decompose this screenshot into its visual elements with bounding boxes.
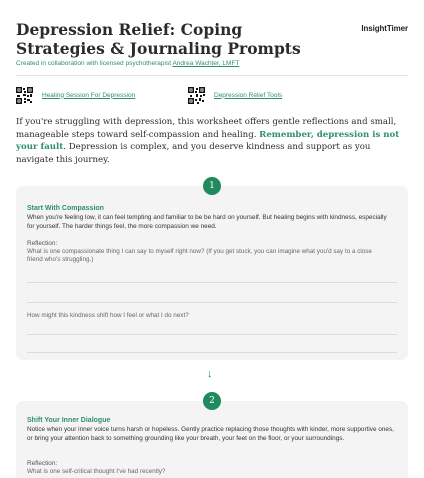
intro-text-end: . Depression is complex, and you deserve kindness and support as you navigate this journey. xyxy=(16,142,371,165)
reflection-question: How might this kindness shift how I feel or what I do next? xyxy=(27,312,189,319)
intro-paragraph xyxy=(16,116,408,166)
reflection-label: Reflection: xyxy=(27,460,58,467)
step-title: Shift Your Inner Dialogue xyxy=(27,417,111,424)
resource-link-relief-tools[interactable] xyxy=(188,86,282,104)
answer-line[interactable] xyxy=(27,282,397,283)
resource-links xyxy=(16,86,408,104)
down-arrow-icon: ↓ xyxy=(207,368,213,380)
author-link[interactable]: Andrea Wachter, LMFT xyxy=(172,60,240,67)
reflection-label: Reflection: xyxy=(27,240,58,247)
answer-line[interactable] xyxy=(27,302,397,303)
subtitle-prefix: Created in collaboration with licensed psychotherapist xyxy=(16,60,173,67)
subtitle xyxy=(16,60,408,67)
resource-link-label: Depression Relief Tools xyxy=(214,91,283,99)
step-title: Start With Compassion xyxy=(27,205,104,212)
intro-text: If you're struggling with depression, this worksheet offers gentle reflections and small, manageable steps toward self-compassion and healing. xyxy=(16,117,397,140)
header-divider xyxy=(16,75,408,76)
qr-code-icon xyxy=(16,87,33,104)
step-number-badge: 2 xyxy=(203,392,221,410)
header xyxy=(16,20,408,67)
step-body: Notice when your inner voice turns harsh or hopeless. Gently practice replacing those thoughts with kinder, more supportive ones, or bring your attention back to something grounding like your breath, your feet on the floor, or your surroundings. xyxy=(27,426,394,442)
reflection-question: What is one self-critical thought I've had recently? xyxy=(27,468,166,475)
intro-highlight: Remember, depression is not your fault xyxy=(16,129,400,152)
qr-code-icon xyxy=(188,87,205,104)
step-card-2 xyxy=(16,401,408,478)
answer-line[interactable] xyxy=(27,334,397,335)
step-body: When you're feeling low, it can feel tempting and familiar to be be hard on yourself. But healing begins with kindness, especially for yourself. The harder things feel, the more compassion we need. xyxy=(27,214,387,230)
resource-link-healing-session[interactable] xyxy=(16,86,135,104)
step-card-1 xyxy=(16,186,408,360)
resource-link-label: Healing Session For Depression xyxy=(42,91,136,99)
page-title: Depression Relief: Coping Strategies & Journaling Prompts xyxy=(16,20,301,58)
reflection-question: What is one compassionate thing I can say to myself right now? (If you get stuck, you can imagine what you'd say to a close friend who's struggling.) xyxy=(27,248,372,264)
step-number-badge: 1 xyxy=(203,177,221,195)
brand-logo: InsightTimer xyxy=(361,24,408,33)
answer-line[interactable] xyxy=(27,352,397,353)
